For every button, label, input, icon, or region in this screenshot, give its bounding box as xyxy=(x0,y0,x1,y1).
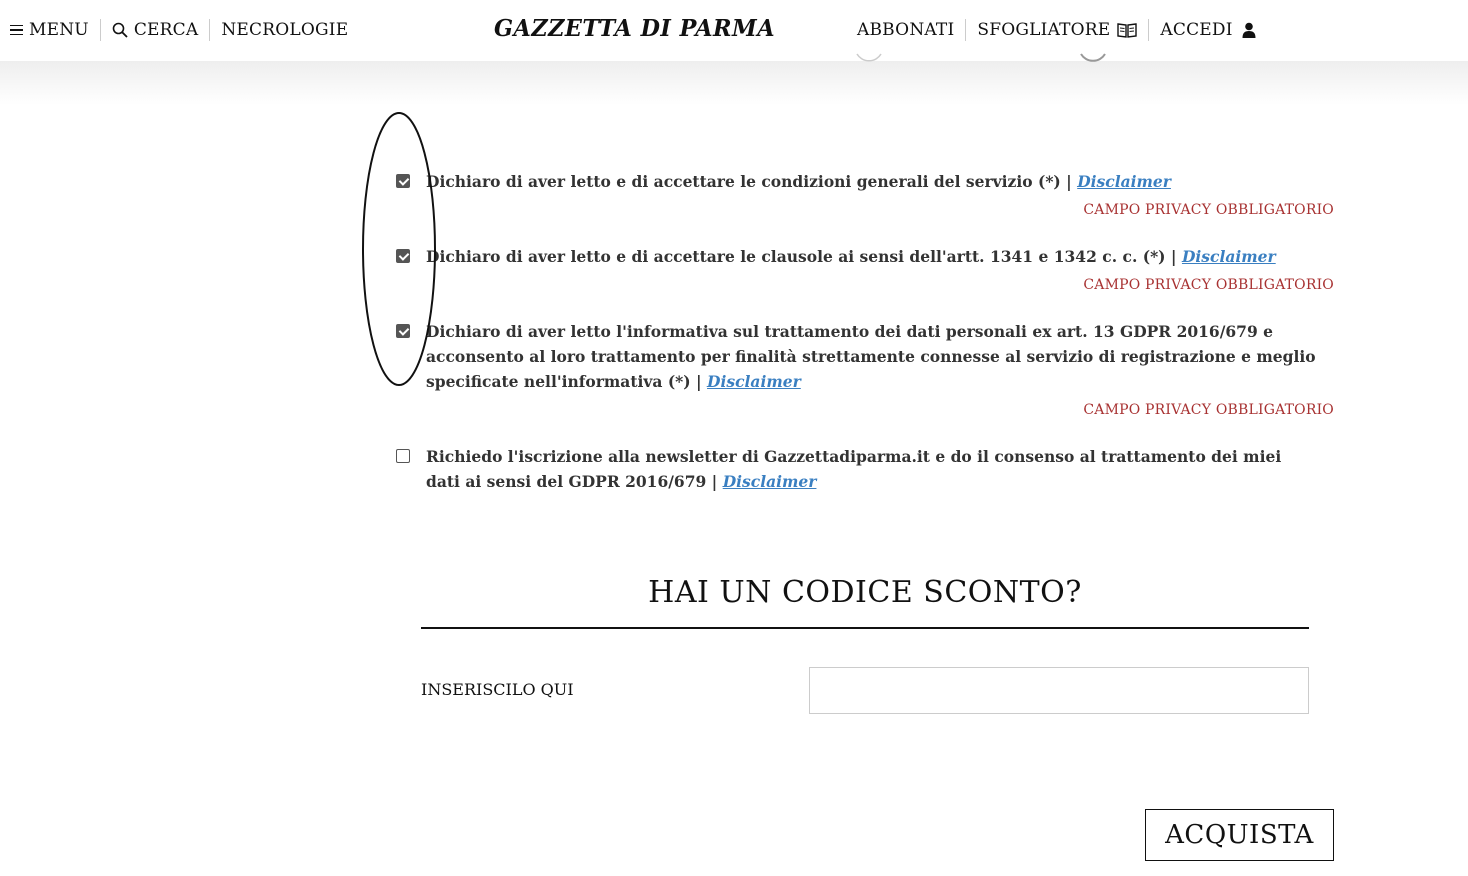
consent-checkbox-conditions[interactable] xyxy=(396,174,410,188)
consent-row-newsletter xyxy=(396,447,1334,497)
header-shadow xyxy=(0,61,1468,105)
faint-step-indicator-icon xyxy=(855,44,1115,68)
accedi-label: ACCEDI xyxy=(1160,20,1233,40)
acquista-button[interactable]: ACQUISTA xyxy=(1145,809,1334,861)
consent-label: Dichiaro di aver letto l'informativa sul trattamento dei dati personali ex art. 13 GDPR 2016/679 e acconsento al loro trattamento per finalità strettamente connesse al servizio di registrazione e meglio specificate nell'informativa (*) | xyxy=(426,322,1316,391)
required-notice: CAMPO PRIVACY OBBLIGATORIO xyxy=(1083,402,1334,418)
consent-checkbox-clauses[interactable] xyxy=(396,249,410,263)
consent-row-clauses xyxy=(396,247,1334,297)
menu-button[interactable] xyxy=(10,19,100,41)
sfogliatore-label: SFOGLIATORE xyxy=(977,20,1111,40)
sfogliatore-link[interactable] xyxy=(966,19,1148,41)
site-header xyxy=(0,0,1468,61)
discount-title: HAI UN CODICE SCONTO? xyxy=(648,575,1082,610)
search-button[interactable] xyxy=(101,19,210,41)
consent-row-privacy xyxy=(396,322,1334,422)
necrologie-label: NECROLOGIE xyxy=(221,20,349,40)
menu-label: MENU xyxy=(29,20,89,40)
consent-text xyxy=(426,444,1316,494)
abbonati-link[interactable] xyxy=(857,19,965,41)
site-logo[interactable]: GAZZETTA DI PARMA xyxy=(494,15,776,42)
header-left-nav xyxy=(10,19,359,41)
header-right-nav xyxy=(857,19,1267,41)
hamburger-icon xyxy=(10,22,23,39)
divider xyxy=(421,627,1309,629)
consent-label: Dichiaro di aver letto e di accettare le clausole ai sensi dell'artt. 1341 e 1342 c. c. (*) | xyxy=(426,247,1182,266)
discount-label: INSERISCILO QUI xyxy=(421,680,574,699)
necrologie-link[interactable] xyxy=(210,19,359,41)
disclaimer-link[interactable]: Disclaimer xyxy=(1181,247,1276,266)
consent-checkbox-privacy[interactable] xyxy=(396,324,410,338)
consent-row-conditions xyxy=(396,172,1334,222)
consent-checkbox-newsletter[interactable] xyxy=(396,449,410,463)
disclaimer-link[interactable]: Disclaimer xyxy=(1077,172,1171,191)
discount-code-input[interactable] xyxy=(809,667,1309,714)
user-icon xyxy=(1242,22,1256,38)
consent-label: Richiedo l'iscrizione alla newsletter di Gazzettadiparma.it e do il consenso al trattamento dei miei dati ai sensi del GDPR 2016/679 | xyxy=(426,447,1282,491)
disclaimer-link[interactable]: Disclaimer xyxy=(722,472,817,491)
consent-text xyxy=(426,169,1316,194)
search-icon xyxy=(112,22,128,38)
consent-text xyxy=(426,244,1316,269)
required-notice: CAMPO PRIVACY OBBLIGATORIO xyxy=(1083,277,1334,293)
search-label: CERCA xyxy=(133,20,199,40)
disclaimer-link[interactable]: Disclaimer xyxy=(707,372,801,391)
accedi-button[interactable] xyxy=(1149,19,1266,41)
consent-text xyxy=(426,319,1316,394)
consent-label: Dichiaro di aver letto e di accettare le condizioni generali del servizio (*) | xyxy=(426,172,1078,191)
open-book-icon xyxy=(1117,22,1137,38)
abbonati-label: ABBONATI xyxy=(857,20,955,40)
required-notice: CAMPO PRIVACY OBBLIGATORIO xyxy=(1083,202,1334,218)
